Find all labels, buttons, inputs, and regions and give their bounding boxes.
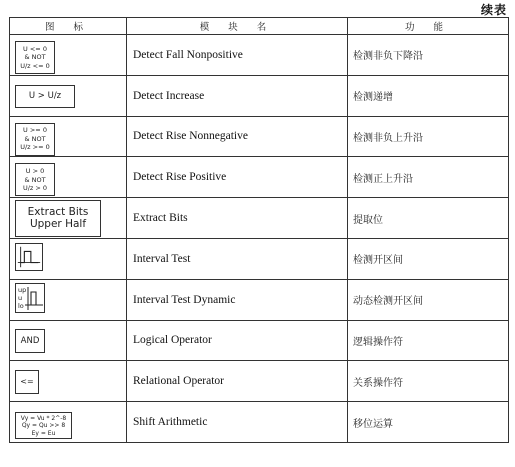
module-name: Detect Rise Nonnegative xyxy=(127,116,348,157)
port-label-u: u xyxy=(18,293,23,302)
icon-line: & NOT xyxy=(24,53,46,62)
icon-cell xyxy=(10,116,127,157)
module-name: Detect Increase xyxy=(127,75,348,116)
module-function: 逻辑操作符 xyxy=(348,320,509,361)
icon-cell xyxy=(10,75,127,116)
table-continued-caption: 续表 xyxy=(480,3,507,17)
header-module-name: 模 块 名 xyxy=(127,18,348,35)
module-function: 检测非负上升沿 xyxy=(348,116,509,157)
module-name: Detect Rise Positive xyxy=(127,157,348,198)
interval-test-dynamic-icon xyxy=(15,283,45,313)
shift-arithmetic-block-icon xyxy=(15,412,72,439)
module-function: 检测开区间 xyxy=(348,238,509,279)
icon-line: U/z <= 0 xyxy=(20,61,50,70)
logical-operator-block-icon: AND xyxy=(15,329,45,353)
table-row xyxy=(10,279,509,320)
icon-line: Ey = Eu xyxy=(31,429,56,437)
icon-line: Qy = Qu >> 8 xyxy=(21,422,66,430)
port-label-lo: lo xyxy=(18,301,24,310)
module-name: Interval Test Dynamic xyxy=(127,279,348,320)
module-name: Detect Fall Nonpositive xyxy=(127,35,348,76)
module-name: Relational Operator xyxy=(127,361,348,402)
module-function: 提取位 xyxy=(348,198,509,239)
interval-pulse-icon xyxy=(15,244,43,270)
icon-cell xyxy=(10,157,127,198)
detect-increase-block-icon: U > U/z xyxy=(15,85,75,108)
icon-line: U > 0 xyxy=(25,167,45,176)
extract-bits-block-icon xyxy=(15,200,101,237)
module-function: 检测正上升沿 xyxy=(348,157,509,198)
table-header-row xyxy=(10,18,509,35)
module-function: 关系操作符 xyxy=(348,361,509,402)
module-function: 移位运算 xyxy=(348,402,509,443)
module-name: Shift Arithmetic xyxy=(127,402,348,443)
interval-pulse-icon xyxy=(25,286,44,312)
icon-line: & NOT xyxy=(24,175,46,184)
icon-cell xyxy=(10,361,127,402)
icon-line: Upper Half xyxy=(29,218,87,231)
relational-operator-block-icon: <= xyxy=(15,370,39,394)
port-label-up: up xyxy=(18,285,27,294)
table-row xyxy=(10,198,509,239)
table-row xyxy=(10,238,509,279)
icon-cell xyxy=(10,279,127,320)
table-row xyxy=(10,320,509,361)
icon-line: Vy = Vu * 2^-8 xyxy=(20,414,67,422)
detect-rise-nonnegative-block-icon xyxy=(15,123,55,156)
icon-cell xyxy=(10,198,127,239)
module-function: 检测递增 xyxy=(348,75,509,116)
detect-fall-nonpositive-block-icon xyxy=(15,41,55,74)
module-function: 检测非负下降沿 xyxy=(348,35,509,76)
module-name: Interval Test xyxy=(127,238,348,279)
icon-line: Extract Bits xyxy=(27,206,89,219)
icon-line: U/z > 0 xyxy=(22,184,48,193)
header-icon: 图 标 xyxy=(10,18,127,35)
icon-cell xyxy=(10,320,127,361)
table-row xyxy=(10,35,509,76)
table-row xyxy=(10,402,509,443)
icon-cell xyxy=(10,35,127,76)
detect-rise-positive-block-icon xyxy=(15,163,55,196)
table-row xyxy=(10,157,509,198)
icon-line: U/z >= 0 xyxy=(20,143,50,152)
icon-cell xyxy=(10,402,127,443)
icon-line: U <= 0 xyxy=(23,44,47,53)
table-row xyxy=(10,116,509,157)
header-function: 功 能 xyxy=(348,18,509,35)
module-function: 动态检测开区间 xyxy=(348,279,509,320)
icon-line: & NOT xyxy=(24,134,46,143)
module-name: Logical Operator xyxy=(127,320,348,361)
table-row xyxy=(10,361,509,402)
icon-line: U >= 0 xyxy=(23,126,47,135)
module-name: Extract Bits xyxy=(127,198,348,239)
interval-test-icon xyxy=(15,243,43,271)
table-row xyxy=(10,75,509,116)
block-library-table xyxy=(9,17,509,443)
icon-cell xyxy=(10,238,127,279)
